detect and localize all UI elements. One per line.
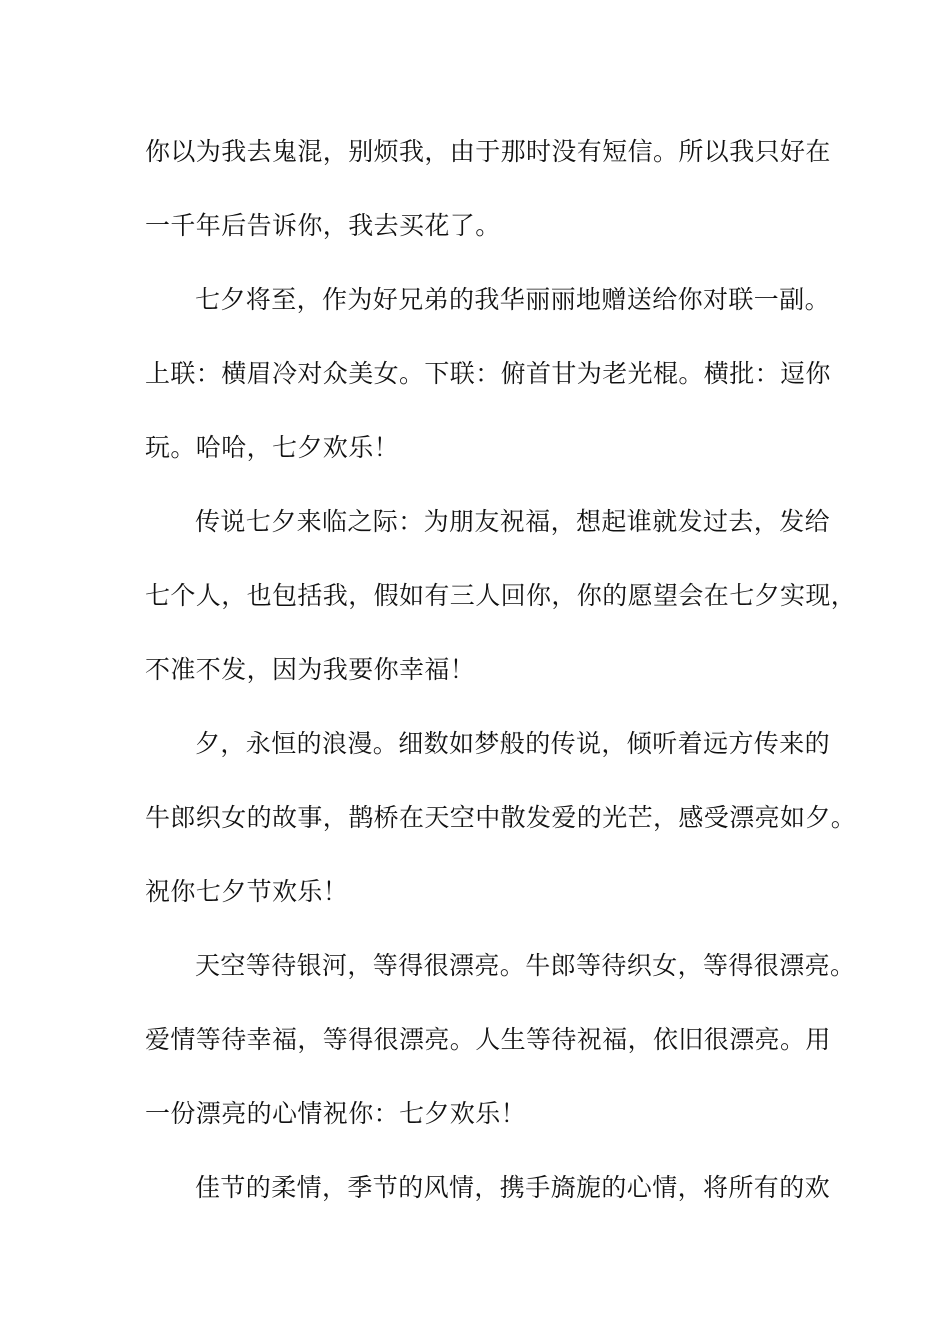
text-line: 不准不发，因为我要你幸福！	[145, 655, 476, 684]
text-line: 牛郎织女的故事，鹊桥在天空中散发爱的光芒，感受漂亮如夕。	[145, 803, 857, 832]
paragraph-first-line: 佳节的柔情，季节的风情，携手旖旎的心情，将所有的欢	[195, 1173, 831, 1202]
text-line: 你以为我去鬼混，别烦我，由于那时没有短信。所以我只好在	[145, 137, 831, 166]
text-line: 祝你七夕节欢乐！	[145, 877, 349, 906]
paragraph-first-line: 夕，永恒的浪漫。细数如梦般的传说，倾听着远方传来的	[195, 729, 831, 758]
text-line: 一千年后告诉你，我去买花了。	[145, 211, 501, 240]
paragraph-first-line: 七夕将至，作为好兄弟的我华丽丽地赠送给你对联一副。	[195, 285, 831, 314]
text-line: 玩。哈哈，七夕欢乐！	[145, 433, 400, 462]
text-line: 一份漂亮的心情祝你：七夕欢乐！	[145, 1099, 527, 1128]
text-line: 上联：横眉冷对众美女。下联：俯首甘为老光棍。横批：逗你	[145, 359, 831, 388]
text-line: 爱情等待幸福，等得很漂亮。人生等待祝福，依旧很漂亮。用	[145, 1025, 831, 1054]
paragraph-first-line: 天空等待银河，等得很漂亮。牛郎等待织女，等得很漂亮。	[195, 951, 856, 980]
text-line: 七个人，也包括我，假如有三人回你，你的愿望会在七夕实现，	[145, 581, 857, 610]
paragraph-first-line: 传说七夕来临之际：为朋友祝福，想起谁就发过去，发给	[195, 507, 831, 536]
body-text	[145, 126, 857, 1236]
